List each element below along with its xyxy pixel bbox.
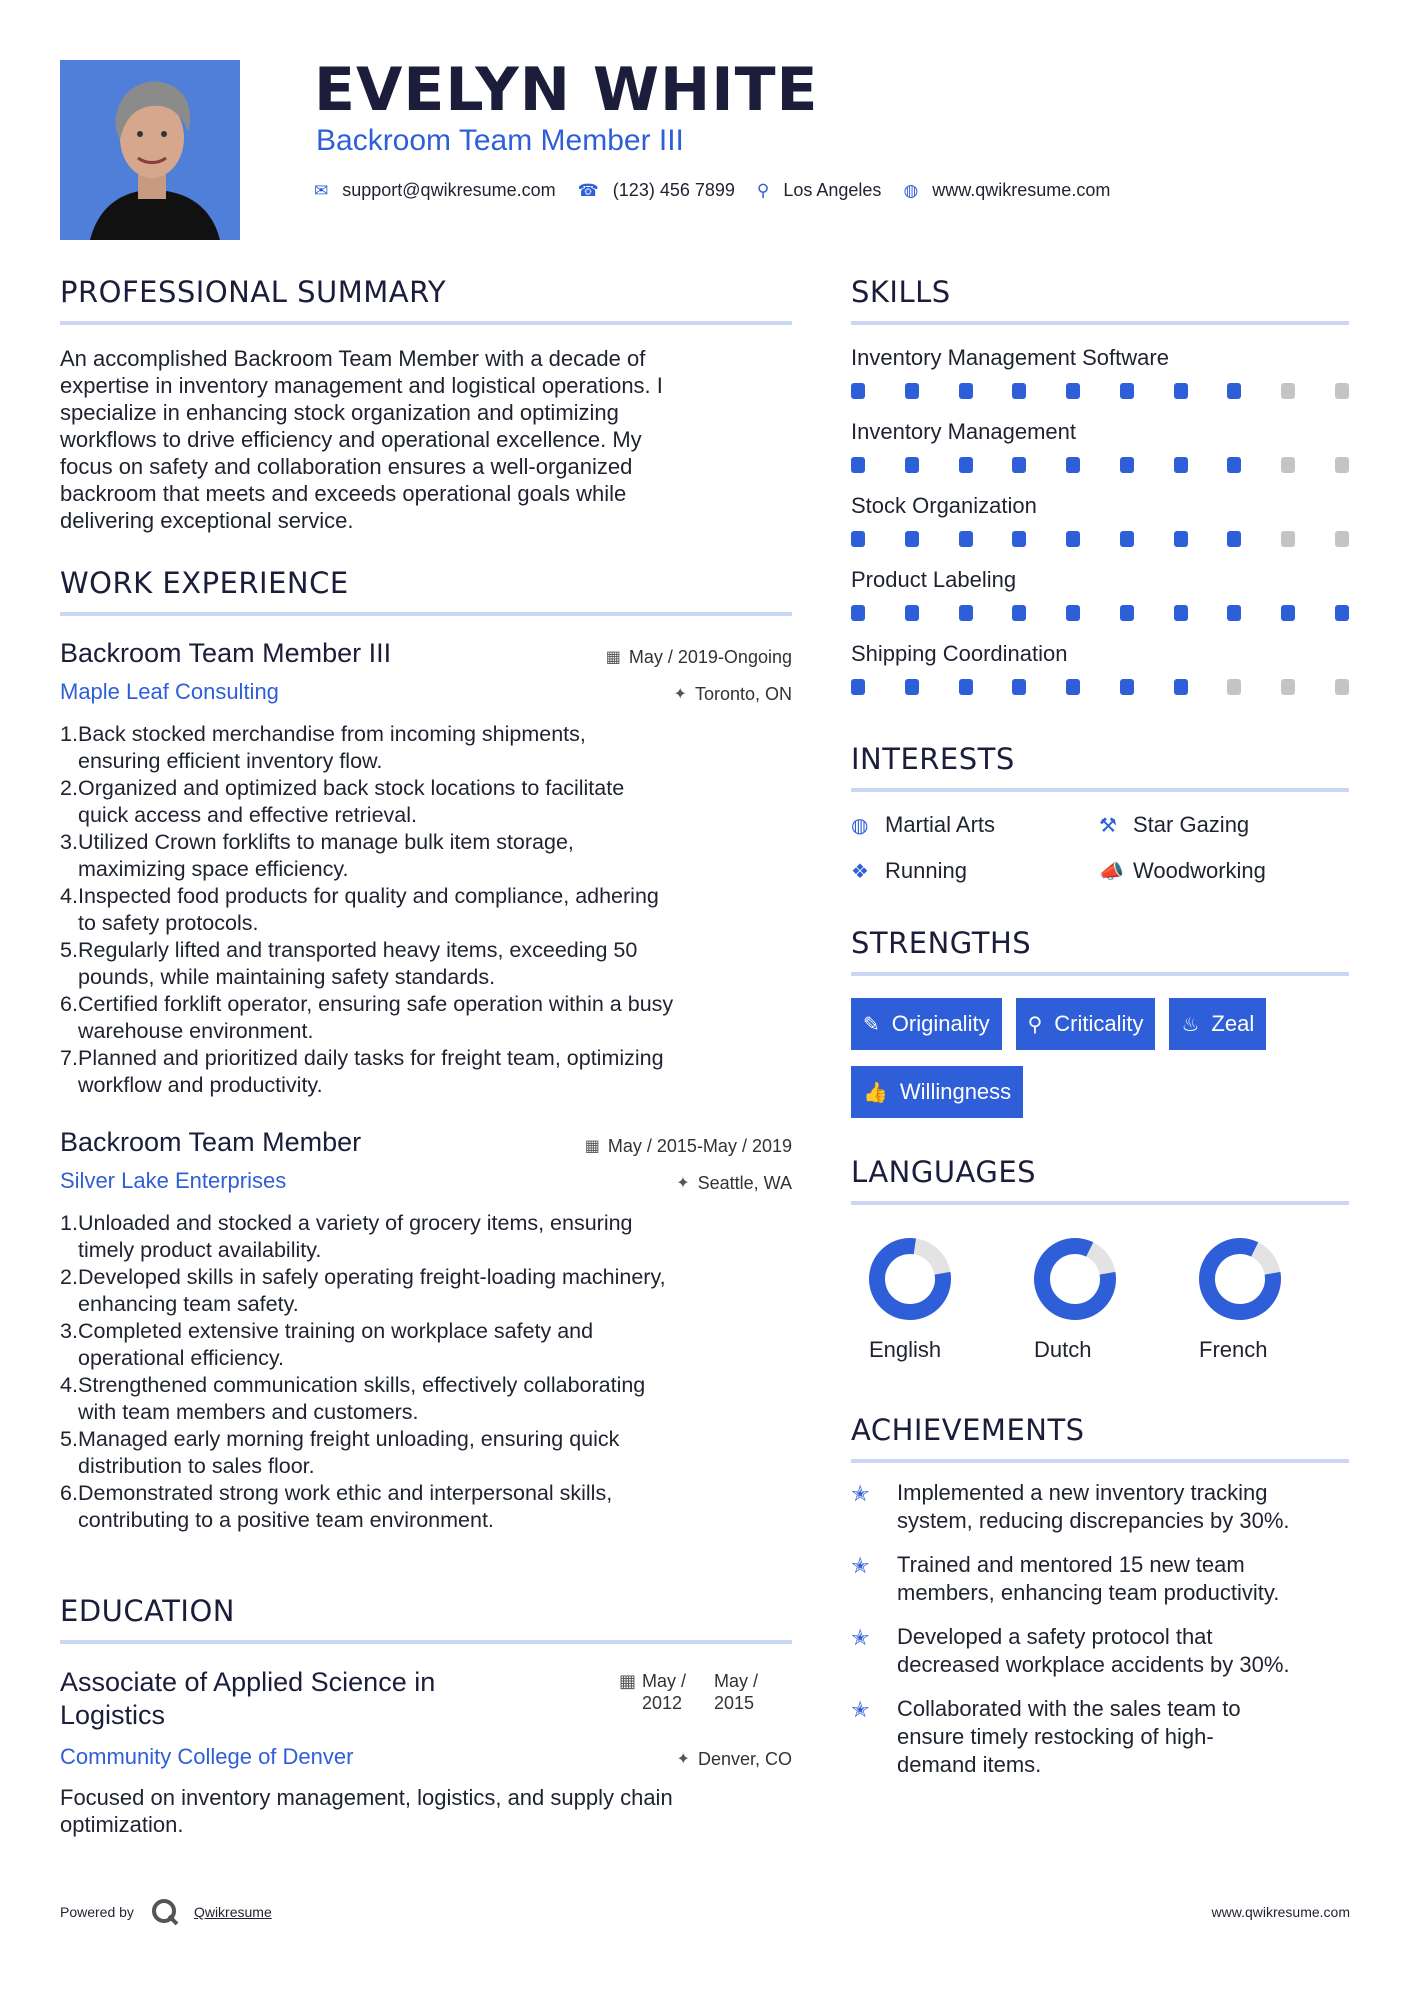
summary-rule bbox=[60, 321, 792, 325]
job-title: Backroom Team Member bbox=[60, 1127, 362, 1157]
fire-icon: ♨ bbox=[1181, 1013, 1200, 1036]
language-donut bbox=[1198, 1237, 1282, 1321]
gavel-icon: ⚒ bbox=[1099, 814, 1117, 837]
rating-dot-filled bbox=[1066, 383, 1080, 399]
rating-dot-filled bbox=[905, 383, 919, 399]
skills-rule bbox=[851, 321, 1349, 325]
summary-line: workflows to drive efficiency and operational excellence. My bbox=[60, 427, 642, 452]
interest-item: ❖ Running bbox=[851, 858, 967, 883]
language-name: English bbox=[869, 1337, 942, 1362]
skill-name: Inventory Management bbox=[851, 419, 1077, 444]
language-name: French bbox=[1199, 1337, 1268, 1362]
rating-dot-filled bbox=[1120, 679, 1134, 695]
qwikresume-logo-icon bbox=[150, 1897, 180, 1927]
achievement-item: ✭ Implemented a new inventory tracking system, reducing discrepancies by 30%. bbox=[851, 1480, 1290, 1533]
star-icon: ✭ bbox=[851, 1553, 870, 1578]
rating-dot-filled bbox=[851, 457, 865, 473]
rating-dot-empty bbox=[1281, 679, 1295, 695]
rating-dot-filled bbox=[1281, 605, 1295, 621]
calendar-icon: ▦ bbox=[584, 1138, 600, 1155]
job-location: Seattle, WA bbox=[697, 1172, 792, 1193]
rating-dot-filled bbox=[1120, 383, 1134, 399]
skill-item bbox=[851, 567, 1349, 621]
skill-item bbox=[851, 419, 1349, 473]
profile-photo bbox=[60, 60, 240, 240]
brand-link[interactable]: Qwikresume bbox=[193, 1904, 272, 1920]
languages-heading: LANGUAGES bbox=[851, 1155, 1037, 1189]
strength-tag: ✎ Originality bbox=[851, 998, 1002, 1050]
job-dates: May / 2019-Ongoing bbox=[628, 646, 792, 667]
interests-heading: INTERESTS bbox=[851, 742, 1015, 776]
summary-line: An accomplished Backroom Team Member with a decade of bbox=[60, 346, 646, 371]
achievements-heading: ACHIEVEMENTS bbox=[851, 1413, 1085, 1447]
degree-title: Associate of Applied Science in Logistics bbox=[60, 1667, 436, 1730]
school-location: Denver, CO bbox=[697, 1748, 792, 1769]
skill-rating bbox=[851, 383, 1349, 399]
rating-dot-filled bbox=[905, 679, 919, 695]
duty-item: 2. Organized and optimized back stock locations to facilitate quick access and effective retrieval. bbox=[60, 776, 625, 827]
interests-section bbox=[851, 742, 1349, 884]
skill-rating bbox=[851, 531, 1349, 547]
skill-rating bbox=[851, 605, 1349, 621]
rating-dot-filled bbox=[1066, 531, 1080, 547]
duty-item: 4. Inspected food products for quality and compliance, adhering to safety protocols. bbox=[60, 884, 659, 935]
school-name: Community College of Denver bbox=[60, 1744, 354, 1769]
interest-item: ⚒ Star Gazing bbox=[1099, 812, 1250, 837]
contact-email[interactable] bbox=[314, 180, 556, 201]
contact-website[interactable] bbox=[903, 180, 1110, 201]
job-location: Toronto, ON bbox=[694, 683, 792, 704]
interest-item: ◍ Martial Arts bbox=[851, 812, 996, 837]
rating-dot-filled bbox=[1174, 531, 1188, 547]
language-item bbox=[1181, 1237, 1346, 1363]
experience-section bbox=[60, 566, 792, 1534]
pencil-icon: ✎ bbox=[863, 1013, 880, 1036]
star-icon: ✭ bbox=[851, 1481, 870, 1506]
rating-dot-filled bbox=[1066, 457, 1080, 473]
search-icon: ⚲ bbox=[1027, 1013, 1043, 1036]
rating-dot-filled bbox=[1012, 383, 1026, 399]
achievements-rule bbox=[851, 1459, 1349, 1463]
rating-dot-filled bbox=[1066, 679, 1080, 695]
rating-dot-filled bbox=[905, 605, 919, 621]
skill-item bbox=[851, 493, 1349, 547]
pin-icon: ✦ bbox=[676, 1175, 690, 1192]
star-icon: ✭ bbox=[851, 1625, 870, 1650]
rating-dot-filled bbox=[959, 457, 973, 473]
skill-name: Inventory Management Software bbox=[851, 345, 1169, 370]
rating-dot-filled bbox=[1066, 605, 1080, 621]
rating-dot-empty bbox=[1227, 679, 1241, 695]
achievement-item: ✭ Collaborated with the sales team to ensure timely restocking of high- demand items. bbox=[851, 1696, 1241, 1777]
interest-item: 📣 Woodworking bbox=[1099, 858, 1266, 883]
strengths-heading: STRENGTHS bbox=[851, 926, 1032, 960]
interests-rule bbox=[851, 788, 1349, 792]
rating-dot-filled bbox=[1120, 457, 1134, 473]
website-text: www.qwikresume.com bbox=[932, 180, 1111, 200]
strength-tag: ⚲ Criticality bbox=[1016, 998, 1156, 1050]
location-text: Los Angeles bbox=[783, 180, 882, 200]
education-heading: EDUCATION bbox=[60, 1594, 236, 1628]
rating-dot-filled bbox=[1120, 605, 1134, 621]
skill-name: Stock Organization bbox=[851, 493, 1037, 518]
rating-dot-filled bbox=[959, 383, 973, 399]
rating-dot-filled bbox=[1227, 457, 1241, 473]
summary-line: delivering exceptional service. bbox=[60, 508, 354, 533]
summary-line: backroom that meets and exceeds operational goals while bbox=[60, 481, 627, 506]
rating-dot-filled bbox=[1174, 383, 1188, 399]
duty-item: 5. Managed early morning freight unloading, ensuring quick distribution to sales floor. bbox=[60, 1427, 620, 1478]
duty-item: 5. Regularly lifted and transported heavy items, exceeding 50 pounds, while maintaining safety standards. bbox=[60, 938, 638, 989]
education-dates: ▦ May / 2012 May / 2015 bbox=[618, 1671, 758, 1713]
job-duties bbox=[60, 721, 792, 1099]
rating-dot-empty bbox=[1281, 383, 1295, 399]
rating-dot-empty bbox=[1281, 531, 1295, 547]
pin-icon: ✦ bbox=[673, 686, 687, 703]
strength-tag: ♨ Zeal bbox=[1169, 998, 1266, 1050]
star-icon: ✭ bbox=[851, 1697, 870, 1722]
language-donut bbox=[1033, 1237, 1117, 1321]
experience-rule bbox=[60, 612, 792, 616]
rating-dot-filled bbox=[959, 531, 973, 547]
contact-phone[interactable] bbox=[578, 180, 735, 201]
skill-rating bbox=[851, 457, 1349, 473]
paw-icon: ❖ bbox=[851, 860, 869, 883]
language-item bbox=[1016, 1237, 1181, 1363]
skill-name: Product Labeling bbox=[851, 567, 1017, 592]
globe-icon: ◍ bbox=[851, 814, 869, 837]
rating-dot-filled bbox=[1012, 605, 1026, 621]
job-entry-1 bbox=[60, 638, 792, 1099]
company-name: Silver Lake Enterprises bbox=[60, 1168, 287, 1193]
experience-heading: WORK EXPERIENCE bbox=[60, 566, 349, 600]
rating-dot-filled bbox=[959, 605, 973, 621]
phone-text: (123) 456 7899 bbox=[612, 180, 735, 200]
education-section bbox=[60, 1594, 792, 1838]
skill-item bbox=[851, 641, 1349, 695]
job-duties bbox=[60, 1210, 792, 1534]
company-name: Maple Leaf Consulting bbox=[60, 679, 279, 704]
education-description: Focused on inventory management, logistics, and supply chain optimization. bbox=[60, 1785, 673, 1837]
summary-heading: PROFESSIONAL SUMMARY bbox=[60, 275, 447, 309]
avatar bbox=[60, 60, 240, 240]
calendar-icon: ▦ bbox=[605, 649, 621, 666]
duty-item: 3. Completed extensive training on workplace safety and operational efficiency. bbox=[60, 1319, 594, 1370]
rating-dot-filled bbox=[1120, 531, 1134, 547]
strength-tag: 👍 Willingness bbox=[851, 1066, 1023, 1118]
language-donut bbox=[868, 1237, 952, 1321]
summary-line: specialize in enhancing stock organization and optimizing bbox=[60, 400, 619, 425]
languages-rule bbox=[851, 1201, 1349, 1205]
duty-item: 1. Unloaded and stocked a variety of grocery items, ensuring timely product availability. bbox=[60, 1211, 633, 1262]
rating-dot-empty bbox=[1335, 383, 1349, 399]
rating-dot-filled bbox=[1227, 531, 1241, 547]
powered-by-label: Powered by bbox=[60, 1904, 134, 1920]
rating-dot-empty bbox=[1335, 531, 1349, 547]
contact-location bbox=[757, 180, 882, 201]
achievements-section bbox=[851, 1413, 1349, 1779]
strengths-section bbox=[851, 926, 1349, 1134]
job-title: Backroom Team Member III bbox=[60, 638, 392, 668]
calendar-icon: ▦ bbox=[618, 1671, 636, 1691]
rating-dot-filled bbox=[1012, 531, 1026, 547]
envelope-icon: ✉ bbox=[314, 180, 329, 200]
rating-dot-filled bbox=[1227, 605, 1241, 621]
phone-icon: ☎ bbox=[577, 180, 599, 200]
duty-item: 2. Developed skills in safely operating freight-loading machinery, enhancing team safety. bbox=[60, 1265, 666, 1316]
skill-name: Shipping Coordination bbox=[851, 641, 1068, 666]
thumbs-up-icon: 👍 bbox=[863, 1081, 888, 1104]
job-dates: May / 2015-May / 2019 bbox=[607, 1135, 792, 1156]
languages-section bbox=[851, 1155, 1349, 1363]
rating-dot-empty bbox=[1335, 679, 1349, 695]
strengths-rule bbox=[851, 972, 1349, 976]
rating-dot-filled bbox=[905, 457, 919, 473]
job-entry-2 bbox=[60, 1127, 792, 1534]
achievement-item: ✭ Trained and mentored 15 new team members, enhancing team productivity. bbox=[851, 1552, 1280, 1605]
map-pin-icon: ⚲ bbox=[756, 180, 770, 200]
footer-site[interactable]: www.qwikresume.com bbox=[1211, 1904, 1350, 1920]
summary-section bbox=[60, 275, 792, 534]
pin-icon: ✦ bbox=[676, 1751, 690, 1768]
skills-section bbox=[851, 275, 1349, 695]
rating-dot-filled bbox=[1227, 383, 1241, 399]
skill-rating bbox=[851, 679, 1349, 695]
rating-dot-empty bbox=[1281, 457, 1295, 473]
rating-dot-filled bbox=[851, 605, 865, 621]
bullhorn-icon: 📣 bbox=[1099, 860, 1124, 883]
skills-heading: SKILLS bbox=[851, 275, 951, 309]
achievement-item: ✭ Developed a safety protocol that decreased workplace accidents by 30%. bbox=[851, 1624, 1290, 1677]
rating-dot-filled bbox=[851, 679, 865, 695]
rating-dot-filled bbox=[1174, 605, 1188, 621]
footer bbox=[60, 1897, 1350, 1927]
email-text: support@qwikresume.com bbox=[342, 180, 556, 200]
summary-line: expertise in inventory management and logistical operations. I bbox=[60, 373, 663, 398]
rating-dot-filled bbox=[1335, 605, 1349, 621]
rating-dot-filled bbox=[1174, 457, 1188, 473]
rating-dot-filled bbox=[1174, 679, 1188, 695]
education-rule bbox=[60, 1640, 792, 1644]
duty-item: 4. Strengthened communication skills, effectively collaborating with team members and customers. bbox=[60, 1373, 646, 1424]
duty-item: 1. Back stocked merchandise from incoming shipments, ensuring efficient inventory flow. bbox=[60, 722, 586, 773]
duty-item: 3. Utilized Crown forklifts to manage bulk item storage, maximizing space efficiency. bbox=[60, 830, 574, 881]
skill-item bbox=[851, 345, 1349, 399]
duty-item: 6. Demonstrated strong work ethic and interpersonal skills, contributing to a positive team environment. bbox=[60, 1481, 613, 1532]
summary-text bbox=[60, 345, 792, 534]
language-item bbox=[851, 1237, 1016, 1363]
language-name: Dutch bbox=[1034, 1337, 1092, 1362]
duty-item: 7. Planned and prioritized daily tasks for freight team, optimizing workflow and productivity. bbox=[60, 1046, 664, 1097]
rating-dot-filled bbox=[851, 383, 865, 399]
candidate-name: EVELYN WHITE bbox=[314, 55, 819, 125]
duty-item: 6. Certified forklift operator, ensuring safe operation within a busy warehouse environment. bbox=[60, 992, 674, 1043]
rating-dot-filled bbox=[959, 679, 973, 695]
rating-dot-filled bbox=[851, 531, 865, 547]
candidate-title: Backroom Team Member III bbox=[316, 124, 684, 157]
rating-dot-filled bbox=[905, 531, 919, 547]
contact-bar bbox=[314, 180, 1132, 201]
rating-dot-filled bbox=[1012, 457, 1026, 473]
rating-dot-filled bbox=[1012, 679, 1026, 695]
rating-dot-empty bbox=[1335, 457, 1349, 473]
globe-icon: ◍ bbox=[903, 180, 919, 200]
summary-line: focus on safety and collaboration ensures a well-organized bbox=[60, 454, 633, 479]
